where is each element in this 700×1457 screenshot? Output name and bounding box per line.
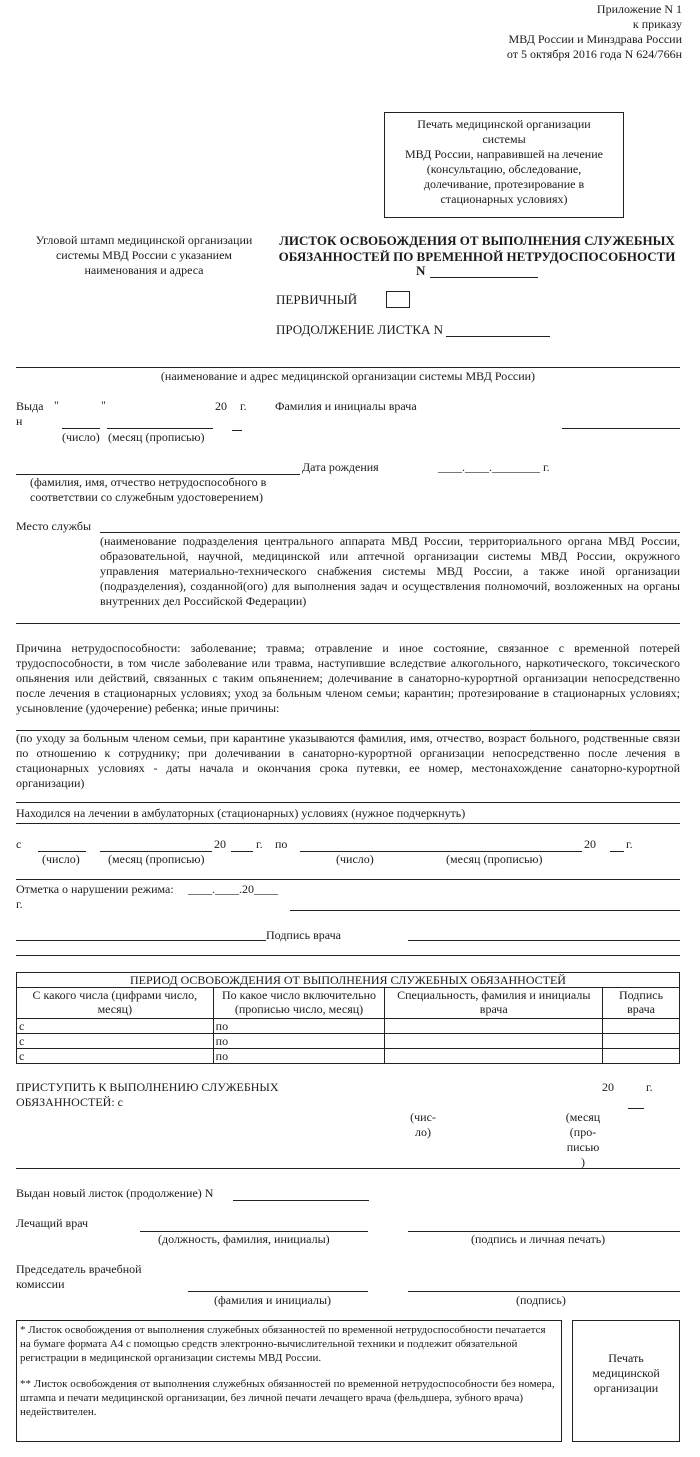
- attending-caption-signature: (подпись и личная печать): [471, 1232, 606, 1246]
- issued-year: 20: [215, 399, 227, 413]
- return-month-caption-line-1: (месяц: [565, 1110, 601, 1124]
- period-table: [16, 972, 680, 1064]
- period-row-signature-cell[interactable]: [603, 1049, 680, 1064]
- doctor-name-field[interactable]: [562, 428, 680, 429]
- corner-stamp-caption: [18, 233, 270, 278]
- seal-box-line-1: Печать: [608, 1351, 644, 1365]
- issued-year-field[interactable]: [232, 430, 242, 431]
- seal-box: [572, 1320, 680, 1442]
- period-header-to: По какое число включительно (прописью число, месяц): [213, 988, 385, 1019]
- issued-label-line-1: Выда: [16, 399, 44, 413]
- seal-box-line-2: медицинской: [592, 1366, 660, 1380]
- return-month-caption-line-2: (про-: [569, 1125, 597, 1139]
- doctor-signature-label: Подпись врача: [266, 928, 341, 942]
- title-number-field[interactable]: [430, 277, 538, 278]
- chairman-name-field[interactable]: [188, 1291, 368, 1292]
- period-row-to-cell[interactable]: по: [213, 1019, 385, 1034]
- chairman-caption-signature: (подпись): [516, 1293, 566, 1307]
- treatment-month-caption: (месяц (прописью): [108, 852, 205, 866]
- return-year: 20: [602, 1080, 614, 1094]
- new-sheet-number-field[interactable]: [233, 1200, 369, 1201]
- reason-extra-line[interactable]: [16, 802, 680, 803]
- return-month-caption: [558, 1110, 608, 1170]
- table-row: [17, 1019, 680, 1034]
- title-line-2: ОБЯЗАННОСТЕЙ ПО ВРЕМЕННОЙ НЕТРУДОСПОСОБНОСТИ: [278, 249, 676, 264]
- service-extra-line[interactable]: [16, 623, 680, 624]
- issued-month-caption: (месяц (прописью): [108, 430, 205, 444]
- table-row: [17, 1049, 680, 1064]
- treatment-to: по: [275, 837, 288, 851]
- service-caption: (наименование подразделения центрального аппарата МВД России, территориального органа МВД России, образовательной, научной, медицинской или аптечной организации системы МВД России, окружного управления материально-технического снабжения системы МВД России, а также иной организации (подразделения), созданной(ого) для выполнения задач и осуществления полномочий, возложенных на органы внутренних дел Российской Федерации): [100, 534, 680, 608]
- stamp-box-line-4: (консультацию, обследование,: [426, 162, 582, 176]
- appendix-reference: [420, 2, 682, 62]
- title-line-1: ЛИСТОК ОСВОБОЖДЕНИЯ ОТ ВЫПОЛНЕНИЯ СЛУЖЕБНЫХ: [279, 233, 675, 248]
- document-title: [272, 233, 682, 265]
- period-row-from-cell[interactable]: с: [17, 1034, 214, 1049]
- doctor-name-label: Фамилия и инициалы врача: [275, 399, 417, 413]
- return-month-caption-line-3: писью: [566, 1140, 600, 1154]
- dob-label: Дата рождения: [302, 460, 379, 474]
- corner-stamp-line-1: Угловой штамп медицинской организации: [35, 233, 253, 247]
- primary-checkbox[interactable]: [386, 291, 410, 308]
- pre-table-line: [16, 955, 680, 956]
- return-to-duty-line-1: ПРИСТУПИТЬ К ВЫПОЛНЕНИЮ СЛУЖЕБНЫХ: [16, 1080, 279, 1094]
- treatment-extra-line[interactable]: [16, 879, 680, 880]
- stamp-box-line-5: долечивание, протезирование в: [423, 177, 585, 191]
- violation-date-field[interactable]: ____.____.20____: [188, 882, 278, 896]
- return-g: г.: [646, 1080, 653, 1094]
- service-label: Место службы: [16, 519, 92, 533]
- table-row: [17, 1034, 680, 1049]
- attending-label: Лечащий врач: [16, 1216, 89, 1230]
- seal-box-line-3: организации: [593, 1381, 659, 1395]
- appendix-line-4: от 5 октября 2016 года N 624/766н: [506, 47, 682, 61]
- appendix-line-3: МВД России и Минздрава России: [508, 32, 682, 46]
- period-row-doctor-cell[interactable]: [385, 1049, 603, 1064]
- corner-stamp-line-2: системы МВД России с указанием: [55, 248, 232, 262]
- appendix-line-2: к приказу: [632, 17, 682, 31]
- sending-org-stamp-box: [384, 112, 624, 218]
- chairman-signature-field[interactable]: [408, 1291, 680, 1292]
- continuation-label: ПРОДОЛЖЕНИЕ ЛИСТКА N: [276, 322, 444, 337]
- return-day-caption-line-2: ло): [415, 1125, 431, 1139]
- reason-note: (по уходу за больным членом семьи, при карантине указываются фамилия, имя, отчество, возраст больного, родственные связи по отношению к сотруднику; при долечивании в санаторно-курортной организации непосредственно после лечения в стационарных условиях - даты начала и окончания срока путевки, ее номер, местонахождение санаторно-курортной организации): [16, 731, 680, 790]
- stamp-box-line-2: системы: [482, 132, 526, 146]
- issued-day-caption: (число): [62, 430, 100, 444]
- period-header-doctor: Специальность, фамилия и инициалы врача: [385, 988, 603, 1019]
- treatment-day-caption: (число): [42, 852, 80, 866]
- org-name-field[interactable]: [16, 367, 680, 368]
- treatment-year-1: 20: [214, 837, 226, 851]
- org-name-caption: (наименование и адрес медицинской организации системы МВД России): [160, 369, 536, 383]
- return-year-field[interactable]: [628, 1108, 644, 1109]
- return-to-duty-label: [16, 1080, 279, 1110]
- stamp-box-line-1: Печать медицинской организации: [417, 117, 591, 131]
- issued-label-line-2: н: [16, 414, 23, 428]
- violation-label: Отметка о нарушении режима:: [16, 882, 174, 896]
- issued-quote-close: ": [101, 398, 106, 412]
- chairman-label-line-1: Председатель врачебной: [16, 1262, 142, 1276]
- return-day-caption-line-1: (чис-: [410, 1110, 436, 1124]
- treatment-label: Находился на лечении в амбулаторных (стационарных) условиях (нужное подчеркнуть): [16, 806, 466, 820]
- stamp-box-line-6: стационарных условиях): [440, 192, 568, 206]
- service-field[interactable]: [100, 532, 680, 533]
- treatment-g-2: г.: [626, 837, 633, 851]
- patient-caption-line-2: соответствии со служебным удостоверением): [30, 490, 263, 504]
- title-number-label: N: [416, 263, 426, 278]
- period-row-doctor-cell[interactable]: [385, 1034, 603, 1049]
- issued-month-field[interactable]: [107, 428, 213, 429]
- footnotes-box: [16, 1320, 562, 1442]
- issued-label: [16, 399, 44, 429]
- treatment-from: с: [16, 837, 22, 851]
- return-month-caption-line-4: ): [581, 1155, 585, 1169]
- return-day-caption: [405, 1110, 441, 1140]
- violation-g: г.: [16, 897, 23, 911]
- issued-day-field[interactable]: [62, 428, 100, 429]
- footnote-2: ** Листок освобождения от выполнения служебных обязанностей по временной нетрудоспособности без номера, штампа и печати медицинской организации, без личной печати лечащего врача (фельдшера, зубного врача) недействителен.: [20, 1378, 555, 1418]
- reason-text: Причина нетрудоспособности: заболевание; травма; отравление и иное состояние, связанное с временной потерей трудоспособности, в том числе заболевание или травма, наступившие вследствие алкогольного, наркотического, токсического опьянения или действий, связанных с таким опьянением; долечивание в санаторно-курортной организации непосредственно после лечения в стационарных условиях; уход за больным членом семьи; карантин; протезирование в стационарных условиях; усыновление (удочерение) ребенка; иные причины:: [16, 641, 680, 715]
- period-row-signature-cell[interactable]: [603, 1019, 680, 1034]
- patient-caption-line-1: (фамилия, имя, отчество нетрудоспособного в: [30, 475, 267, 489]
- period-row-signature-cell[interactable]: [603, 1034, 680, 1049]
- period-row-from-cell[interactable]: с: [17, 1019, 214, 1034]
- treatment-year-2: 20: [584, 837, 596, 851]
- continuation-number-field[interactable]: [446, 336, 550, 337]
- dob-field[interactable]: ____.____.________ г.: [438, 460, 550, 474]
- period-row-to-cell[interactable]: по: [213, 1049, 385, 1064]
- treatment-year-1-field[interactable]: [231, 851, 253, 852]
- corner-stamp-line-3: наименования и адреса: [84, 263, 204, 277]
- treatment-month-caption-2: (месяц (прописью): [446, 852, 543, 866]
- primary-label: ПЕРВИЧНЫЙ: [276, 292, 358, 307]
- issued-quote-open: ": [54, 398, 59, 412]
- return-extra-line[interactable]: [16, 1168, 680, 1169]
- new-sheet-label: Выдан новый листок (продолжение) N: [16, 1186, 214, 1200]
- return-to-duty-line-2: ОБЯЗАННОСТЕЙ: с: [16, 1095, 123, 1109]
- period-row-doctor-cell[interactable]: [385, 1019, 603, 1034]
- footnote-1: * Листок освобождения от выполнения служебных обязанностей по временной нетрудоспособности печатается на бумаге формата А4 с помощью средств электронно-вычислительной техники и подлежит обязательной регистрации в медицинской организации системы МВД России.: [20, 1324, 546, 1364]
- patient-name-caption: [30, 475, 266, 505]
- treatment-year-2-field[interactable]: [610, 851, 624, 852]
- chairman-caption-name: (фамилия и инициалы): [214, 1293, 332, 1307]
- attending-caption-name: (должность, фамилия, инициалы): [158, 1232, 330, 1246]
- issued-year-suffix: г.: [240, 399, 247, 413]
- period-row-to-cell[interactable]: по: [213, 1034, 385, 1049]
- period-table-title: ПЕРИОД ОСВОБОЖДЕНИЯ ОТ ВЫПОЛНЕНИЯ СЛУЖЕБНЫХ ОБЯЗАННОСТЕЙ: [17, 973, 680, 988]
- period-header-signature: Подпись врача: [603, 988, 680, 1019]
- period-row-from-cell[interactable]: с: [17, 1049, 214, 1064]
- treatment-line[interactable]: [16, 823, 680, 824]
- stamp-box-line-3: МВД России, направившей на лечение: [405, 147, 603, 161]
- chairman-label: [16, 1262, 142, 1292]
- doctor-signature-field-left[interactable]: [16, 940, 266, 941]
- period-header-from: С какого числа (цифрами число, месяц): [17, 988, 214, 1019]
- appendix-line-1: Приложение N 1: [596, 2, 682, 16]
- violation-note-field[interactable]: [290, 910, 680, 911]
- doctor-signature-field-right[interactable]: [408, 940, 680, 941]
- treatment-day-caption-2: (число): [336, 852, 374, 866]
- treatment-g-1: г.: [256, 837, 263, 851]
- chairman-label-line-2: комиссии: [16, 1277, 65, 1291]
